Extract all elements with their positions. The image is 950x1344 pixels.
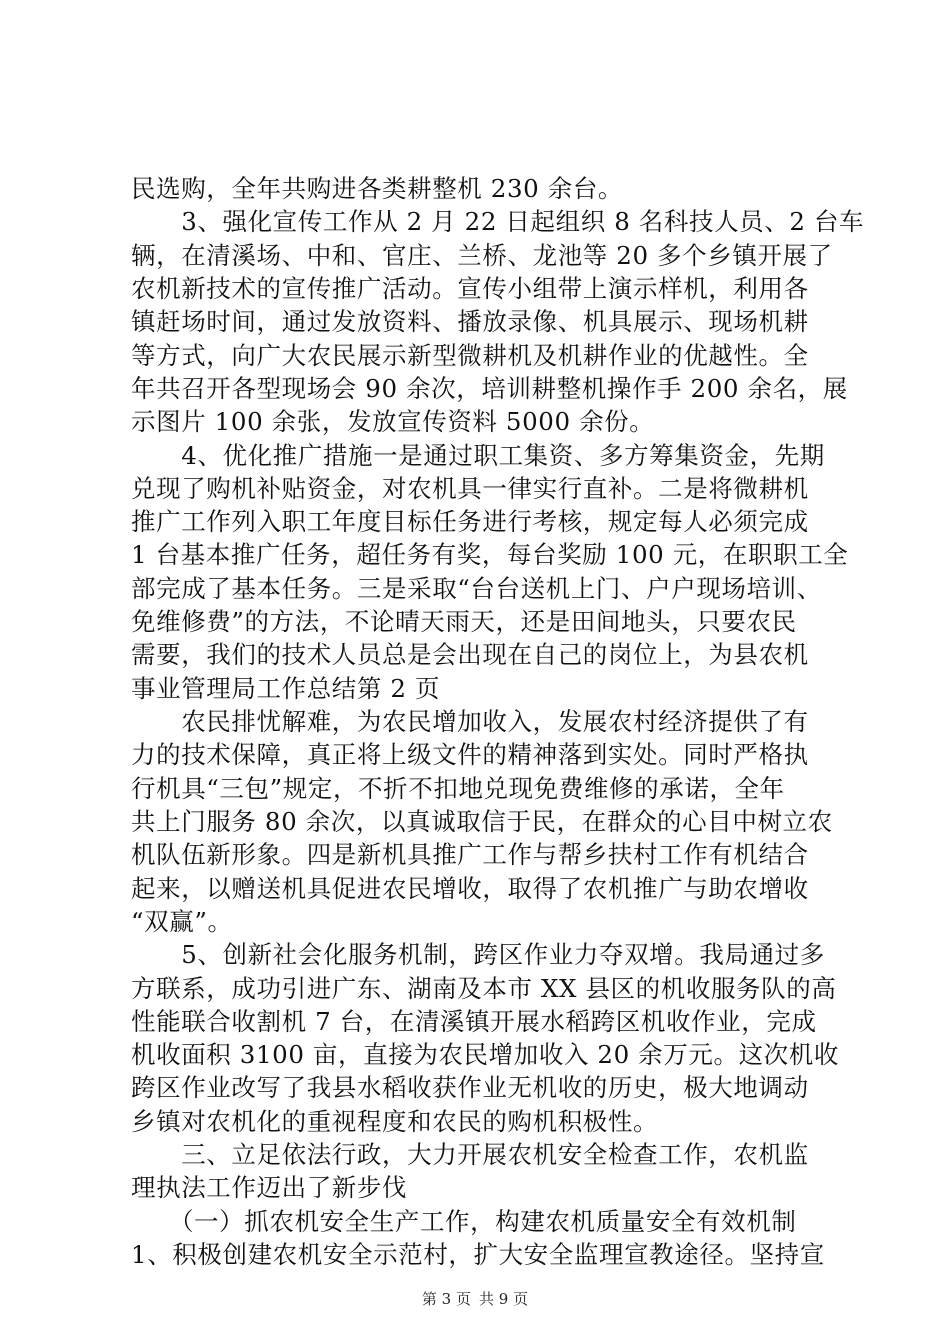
text-line: 共上门服务 80 余次，以真诚取信于民，在群众的心目中树立农 — [131, 806, 833, 836]
text-line: 年共召开各型现场会 90 余次，培训耕整机操作手 200 余名，展 — [131, 373, 848, 403]
page-footer — [0, 1290, 950, 1308]
text-line: 机收面积 3100 亩，直接为农民增加收入 20 余万元。这次机收 — [131, 1040, 839, 1070]
text-line: 农民排忧解难，为农民增加收入，发展农村经济提供了有 — [131, 707, 809, 736]
text-line: 兑现了购机补贴资金，对农机具一律实行直补。二是将微耕机 — [131, 473, 809, 503]
text-line: 1 台基本推广任务，超任务有奖，每台奖励 100 元，在职职工全 — [131, 540, 849, 570]
text-line: “双赢”。 — [131, 906, 233, 936]
text-line: 部完成了基本任务。三是采取“台台送机上门、户户现场培训、 — [131, 573, 822, 603]
text-line: 机队伍新形象。四是新机具推广工作与帮乡扶村工作有机结合 — [131, 840, 809, 870]
text-line: 跨区作业改写了我县水稻收获作业无机收的历史，极大地调动 — [131, 1073, 809, 1103]
text-line: （一）抓农机安全生产工作，构建农机质量安全有效机制 — [131, 1206, 797, 1236]
text-line: 乡镇对农机化的重视程度和农民的购机积极性。 — [131, 1106, 659, 1136]
text-line: 力的技术保障，真正将上级文件的精神落到实处。同时严格执 — [131, 740, 809, 770]
text-line: 性能联合收割机 7 台，在清溪镇开展水稻跨区机收作业，完成 — [131, 1006, 817, 1036]
text-line: 需要，我们的技术人员总是会出现在自己的岗位上，为县农机 — [131, 640, 809, 670]
text-line: 事业管理局工作总结第 2 页 — [131, 673, 441, 703]
text-line: 4、优化推广措施一是通过职工集资、多方筹集资金，先期 — [131, 440, 825, 470]
text-line: 辆，在清溪场、中和、官庄、兰桥、龙池等 20 多个乡镇开展了 — [131, 240, 833, 270]
text-line: 3、强化宣传工作从 2 月 22 日起组织 8 名科技人员、2 台车 — [131, 207, 865, 237]
text-line: 理执法工作迈出了新步伐 — [131, 1173, 408, 1203]
text-line: 示图片 100 余张，发放宣传资料 5000 余份。 — [131, 407, 655, 437]
text-line: 1、积极创建农机安全示范村，扩大安全监理宣教途径。坚持宣 — [131, 1240, 825, 1269]
text-line: 等方式，向广大农民展示新型微耕机及机耕作业的优越性。全 — [131, 340, 809, 370]
page-total: 共 9 页 — [479, 1290, 529, 1308]
text-line: 镇赶场时间，通过发放资料、播放录像、机具展示、现场机耕 — [131, 307, 809, 337]
text-line: 起来，以赠送机具促进农民增收，取得了农机推广与助农增收 — [131, 873, 809, 903]
text-line: 方联系，成功引进广东、湖南及本市 XX 县区的机收服务队的高 — [131, 973, 837, 1003]
text-line: 推广工作列入职工年度目标任务进行考核，规定每人必须完成 — [131, 507, 809, 537]
text-line: 免维修费”的方法，不论晴天雨天，还是田间地头，只要农民 — [131, 607, 797, 637]
text-line: 农机新技术的宣传推广活动。宣传小组带上演示样机，利用各 — [131, 273, 809, 303]
text-line: 三、立足依法行政，大力开展农机安全检查工作，农机监 — [131, 1140, 809, 1170]
text-line: 行机具“三包”规定，不折不扣地兑现免费维修的承诺，全年 — [131, 773, 785, 803]
text-line: 民选购，全年共购进各类耕整机 230 余台。 — [131, 174, 624, 203]
page-number: 第 3 页 — [421, 1290, 471, 1308]
text-line: 5、创新社会化服务机制，跨区作业力夺双增。我局通过多 — [131, 940, 825, 970]
